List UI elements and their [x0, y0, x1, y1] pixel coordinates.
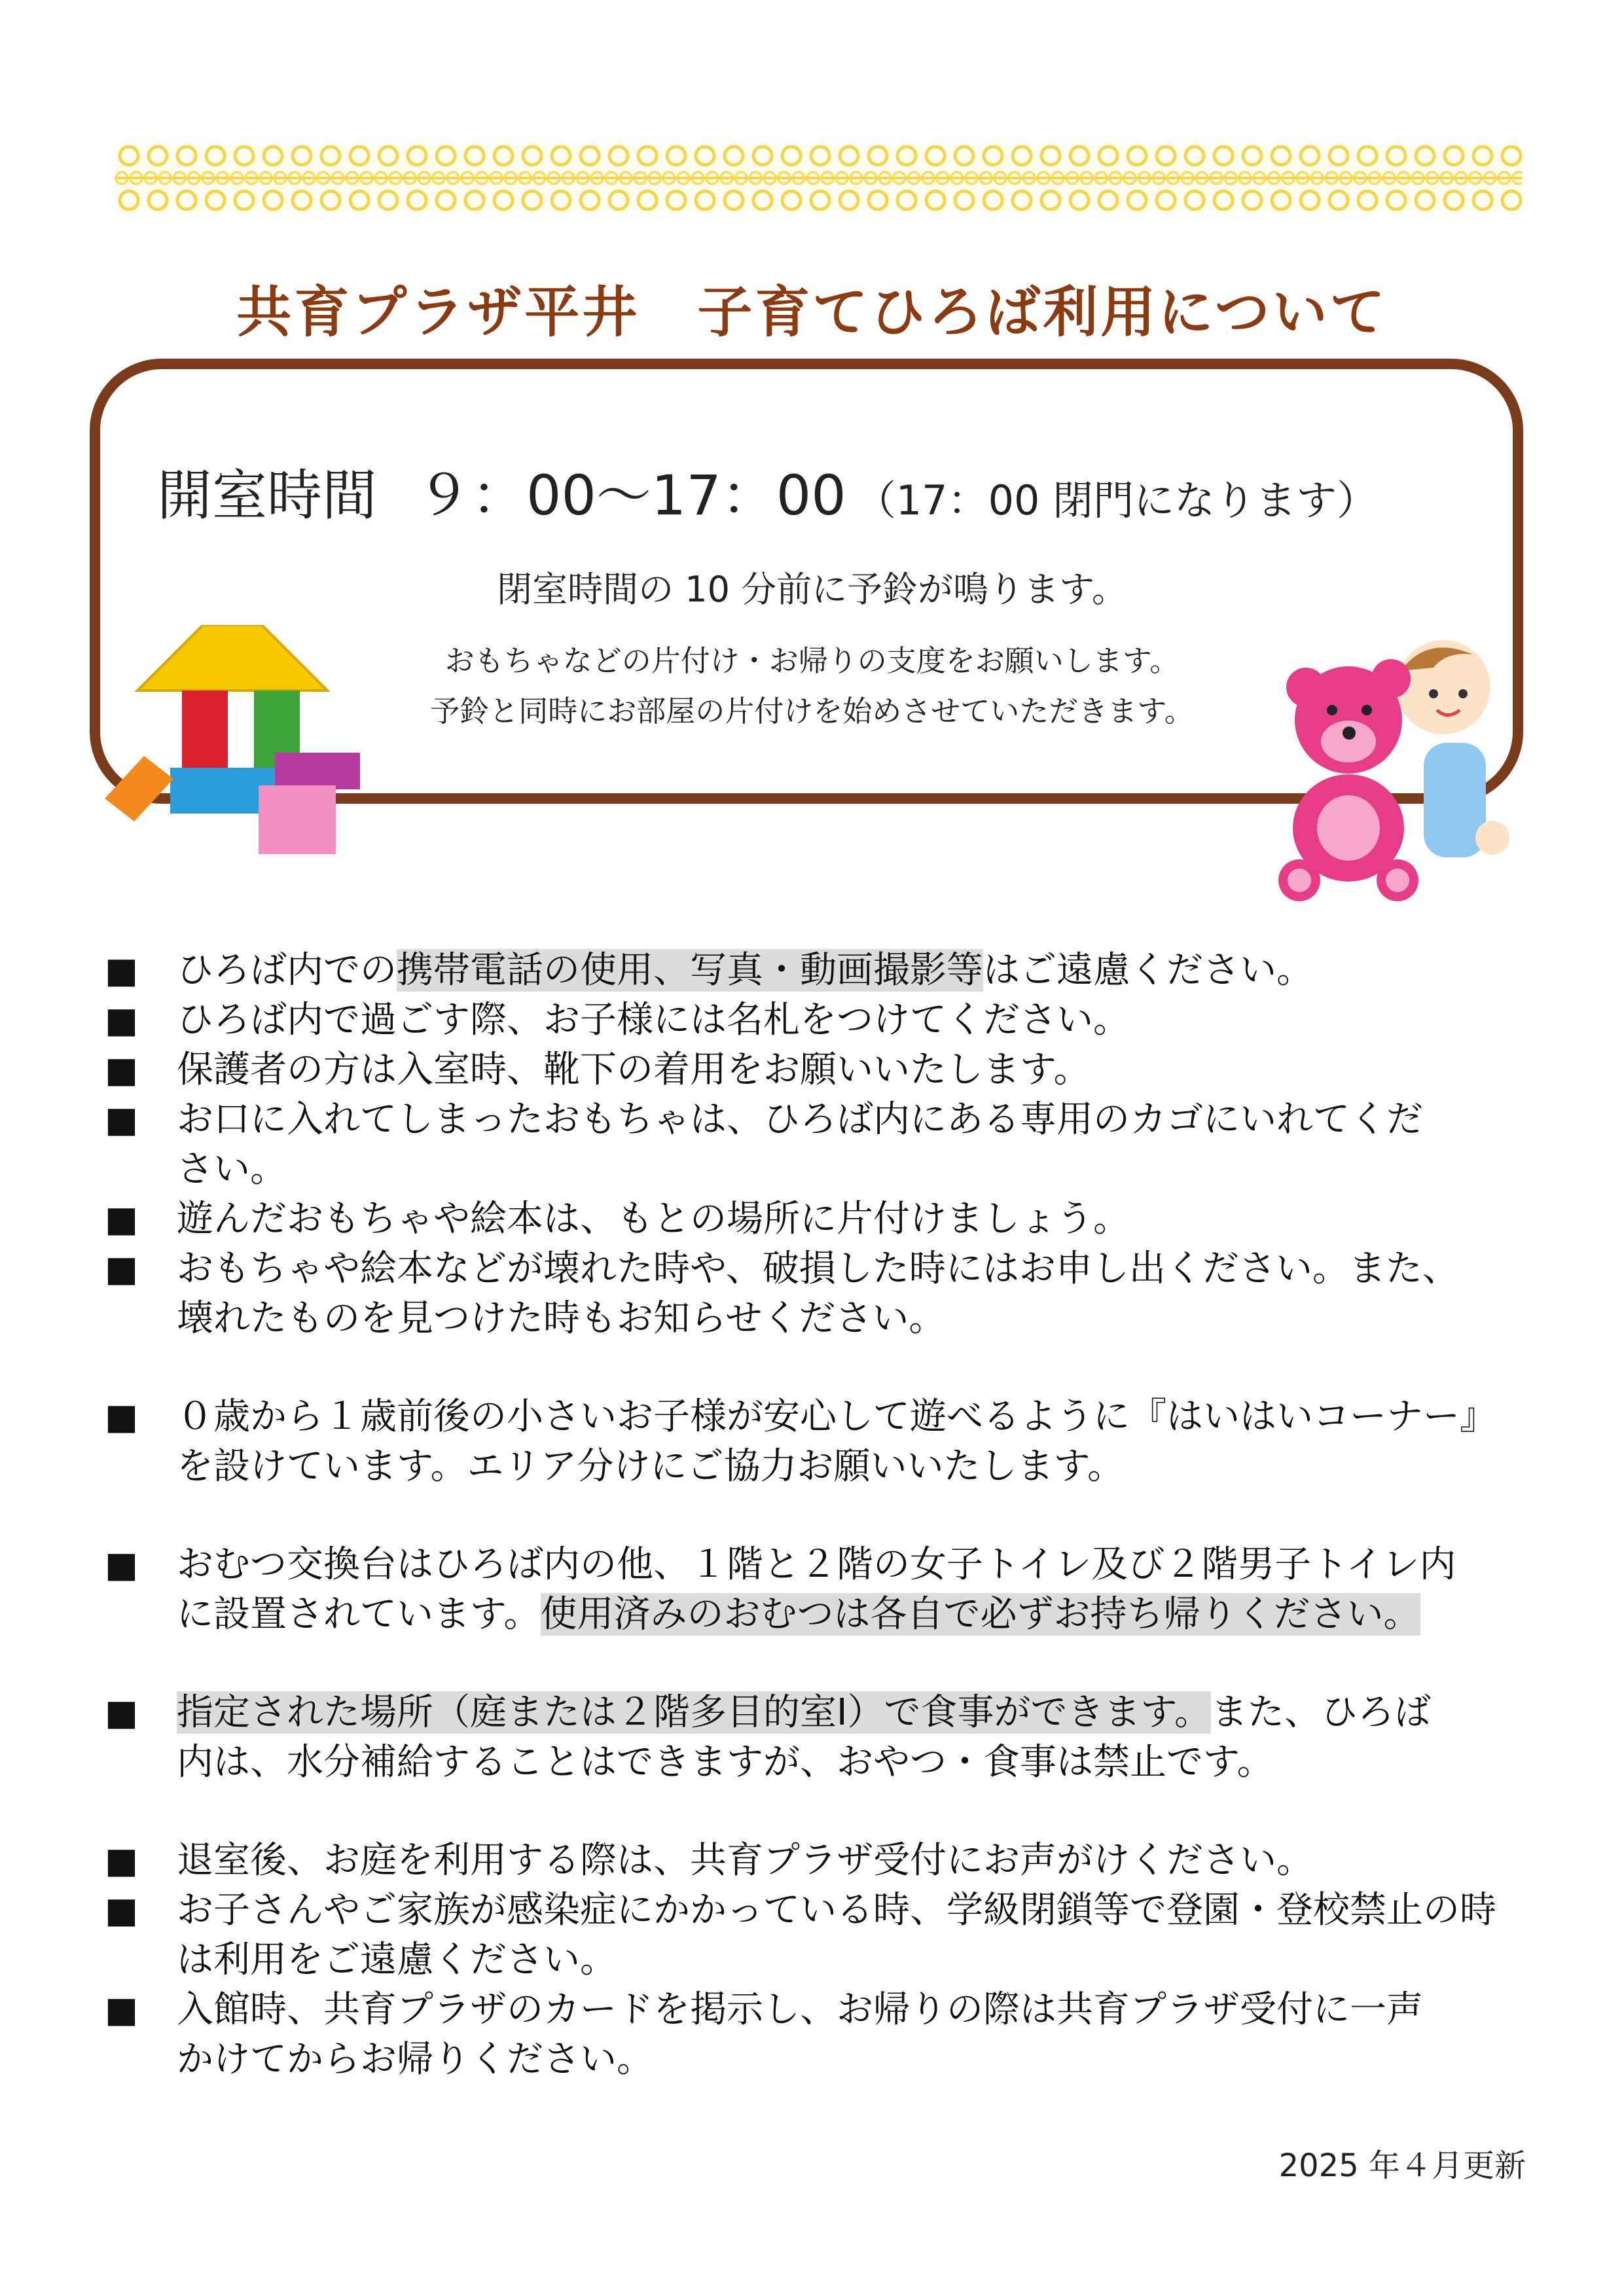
- bullet-icon: ■: [105, 950, 139, 991]
- lace-border-decoration: [115, 145, 1522, 211]
- bullet-icon: ■: [105, 1840, 139, 1881]
- highlighted-text: 使用済みのおむつは各自で必ずお持ち帰りください。: [540, 1593, 1420, 1636]
- bullet-icon: ■: [105, 1692, 139, 1733]
- opening-hours-time: ９：00〜17：00: [416, 463, 846, 528]
- page-title: 共育プラザ平井 子育てひろば利用について: [236, 280, 1388, 344]
- bullet-icon: ■: [105, 999, 139, 1041]
- bullet-icon: ■: [105, 1890, 139, 1931]
- tidy-notice-line2: 予鈴と同時にお部屋の片付けを始めさせていただきます。: [430, 694, 1194, 728]
- opening-hours: [157, 452, 1377, 531]
- closing-gate-note: （17：00 閉門になります）: [855, 476, 1378, 524]
- teddy-bear-baby-illustration: [1276, 632, 1525, 906]
- tidy-notice-line1: おもちゃなどの片付け・お帰りの支度をお願いします。: [444, 643, 1180, 678]
- bullet-icon: ■: [105, 1544, 139, 1585]
- update-date: 2025 年４月更新: [1278, 2147, 1526, 2184]
- bullet-icon: ■: [105, 1099, 139, 1140]
- opening-hours-label: 開室時間: [157, 463, 378, 528]
- bell-notice: 閉室時間の 10 分前に予鈴が鳴ります。: [497, 569, 1127, 610]
- bullet-icon: ■: [105, 1396, 139, 1437]
- highlighted-text: 指定された場所（庭または２階多目的室Ⅰ）で食事ができます。: [177, 1691, 1212, 1734]
- bullet-icon: ■: [105, 1989, 139, 2030]
- highlighted-text: 携帯電話の使用、写真・動画撮影等: [397, 949, 983, 992]
- toy-blocks-illustration: [98, 625, 373, 861]
- bullet-icon: ■: [105, 1049, 139, 1090]
- bullet-icon: ■: [105, 1248, 139, 1289]
- bullet-icon: ■: [105, 1198, 139, 1240]
